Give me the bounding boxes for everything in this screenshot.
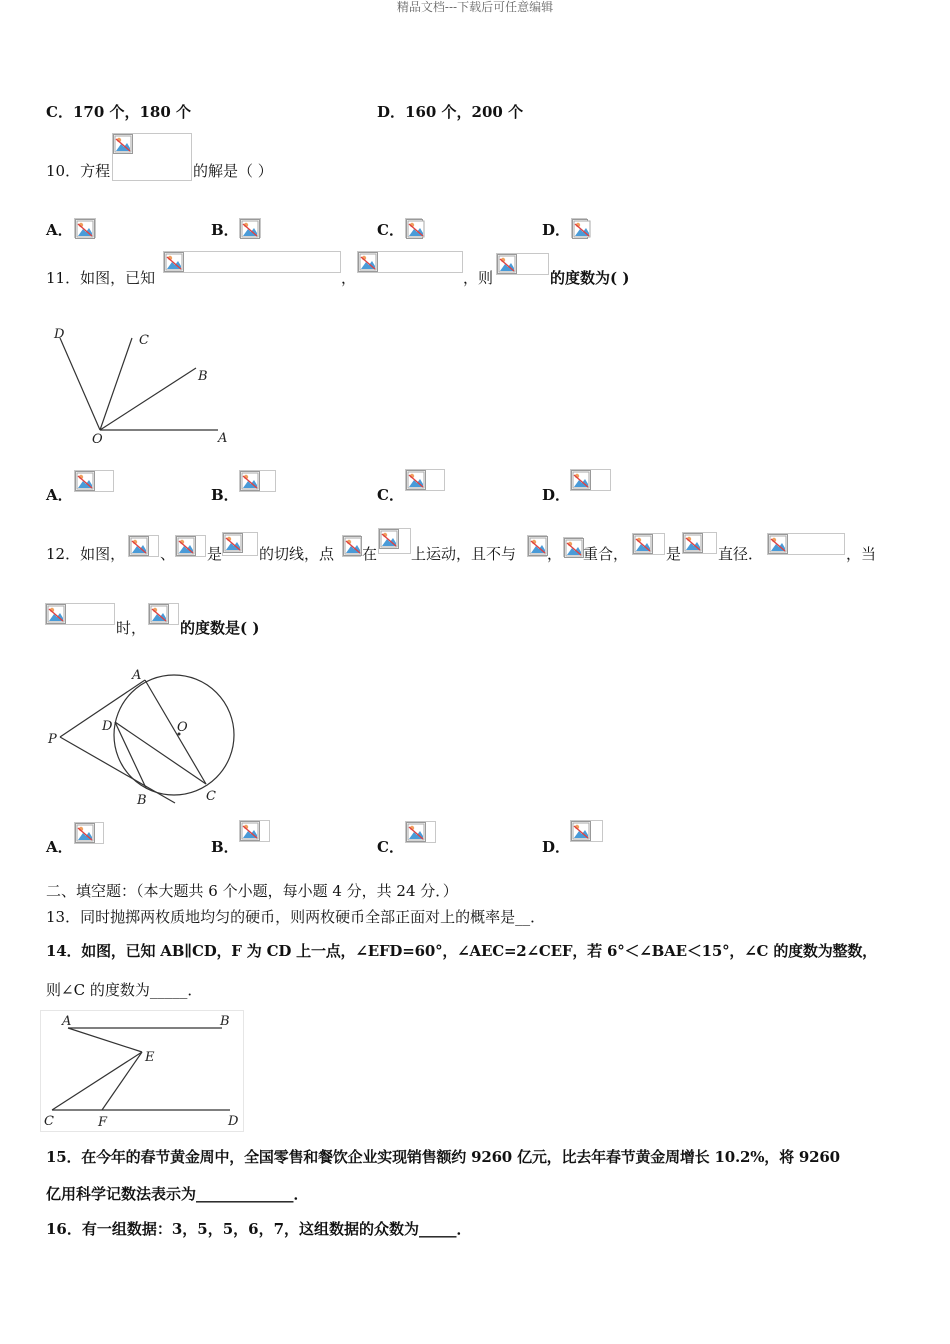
q10-suffix: 的解是（ ） [193,162,273,180]
q12-image-circle-3 [682,532,717,554]
q10-option-d: D． [542,221,571,239]
q12-image-angle [148,603,179,625]
ray-oc [100,338,132,430]
q13-text: 13．同时抛掷两枚质地均匀的硬币，则两枚硬币全部正面对上的概率是__． [46,908,546,926]
label-f: F [98,1115,108,1130]
q14-line-2: 则∠C 的度数为_____． [46,981,203,999]
q15-line-2: 亿用科学记数法表示为_____________． [46,1185,309,1203]
q12-image-pa [128,535,159,557]
q11-option-b-image [239,470,276,492]
broken-image-icon [497,254,517,274]
q11-option-c: C． [377,486,404,504]
q12-option-a: A． [46,838,73,856]
broken-image-icon [149,604,169,624]
q12-image-ac [632,533,665,555]
chord-ac [145,680,206,784]
broken-image-icon [633,534,653,554]
broken-image-icon [240,471,260,491]
q12-image-point-b [563,537,583,557]
q12-text-9: 是 [666,545,682,563]
q11-option-a-image [74,470,114,492]
label-c: C [139,333,149,348]
label-c: C [44,1114,54,1129]
label-e: E [145,1050,155,1065]
tangent-pb [60,737,175,803]
q11-comma-1: ， [341,269,357,287]
circle-o [114,675,234,795]
q12-image-pb [175,535,206,557]
page-header-watermark: 精品文档---下载后可任意编辑 [396,0,554,14]
q12-text-10: 直径． [718,545,764,563]
label-b: B [137,793,147,808]
q10-option-b-image [239,218,261,238]
q12-image-point-a [527,535,547,557]
label-a: A [62,1014,72,1029]
broken-image-icon [343,536,362,556]
q10-option-a-image [74,218,96,238]
q11-option-b: B． [211,486,239,504]
broken-image-icon [75,471,95,491]
q12-image-point-c [342,535,361,557]
q12-text-2: 、 [160,545,176,563]
broken-image-icon [75,823,95,843]
q11-given-image-2 [357,251,463,273]
broken-image-icon [223,533,243,553]
q11-option-d-image [570,469,611,491]
q10-equation-image [112,133,192,181]
q11-given-image-1 [163,251,341,273]
q14-parallel-figure [40,1010,245,1132]
label-d: D [102,719,113,734]
q12-text-11: ，当 [846,545,877,563]
q12-text-6: 上运动，且不与 [411,545,517,563]
ray-od [60,338,100,430]
broken-image-icon [564,538,584,558]
q15-line-1: 15．在今年的春节黄金周中，全国零售和餐饮企业实现销售额约 9260 亿元，比去年春节黄金周增长 10.2%，将 9260 [46,1148,840,1166]
q12-text-13: 的度数是( ) [180,619,260,637]
q10-option-a: A． [46,221,73,239]
q11-option-d: D． [542,486,571,504]
section-2-title: 二、填空题：（本大题共 6 个小题，每小题 4 分，共 24 分．） [46,882,458,900]
segment-ec [52,1052,142,1110]
segment-ae [68,1028,142,1052]
q10-option-b: B． [211,221,239,239]
q12-option-d: D． [542,838,571,856]
q12-text-7: ， [547,545,563,563]
q12-text-3: 是 [207,545,223,563]
q11-prefix: 11．如图，已知 [46,269,156,287]
broken-image-icon [113,134,133,154]
q9-option-c: C．170 个，180 个 [46,103,192,121]
broken-image-icon [240,821,260,841]
broken-image-icon [46,604,66,624]
broken-image-icon [528,536,548,556]
label-d: D [54,327,65,342]
broken-image-icon [406,219,423,239]
broken-image-icon [406,822,426,842]
q12-image-condition [767,533,845,555]
label-c: C [206,789,216,804]
q12-image-circle [222,532,258,556]
q12-option-b-image [239,820,270,842]
q12-image-condition-2 [45,603,115,625]
broken-image-icon [571,821,591,841]
q12-option-d-image [570,820,603,842]
q12-option-c: C． [377,838,404,856]
q12-text-4: 的切线，点 [259,545,335,563]
q11-comma-2: ，则 [463,269,494,287]
q12-text-5: 在 [362,545,378,563]
broken-image-icon [358,252,378,272]
ray-ob [100,368,196,430]
q16-text: 16．有一组数据：3，5，5，6，7，这组数据的众数为_____． [46,1220,472,1238]
q12-image-circle-2 [378,528,411,554]
broken-image-icon [240,219,260,239]
q11-suffix: 的度数为( ) [550,269,630,287]
broken-image-icon [164,252,184,272]
q10-option-c: C． [377,221,404,239]
label-a: A [218,431,228,446]
q14-line-1: 14．如图，已知 AB∥CD，F 为 CD 上一点，∠EFD=60°，∠AEC=2∠CEF，若 6°＜∠BAE＜15°，∠C 的度数为整数， [46,942,877,960]
broken-image-icon [129,536,149,556]
label-o: O [92,432,103,447]
label-o: O [177,720,188,735]
q11-angle-image [496,253,549,275]
q12-text-8: 重合， [583,545,629,563]
broken-image-icon [176,536,196,556]
q10-option-c-image [405,218,422,238]
q10-prefix: 10．方程 [46,162,111,180]
label-d: D [228,1114,239,1129]
broken-image-icon [571,470,591,490]
q11-option-c-image [405,469,445,491]
q11-angle-figure [46,322,246,447]
broken-image-icon [75,219,95,239]
q9-option-d: D．160 个，200 个 [377,103,524,121]
q12-option-a-image [74,822,104,844]
broken-image-icon [768,534,788,554]
q12-option-c-image [405,821,436,843]
q12-option-b: B． [211,838,239,856]
q12-text-12: 时， [116,619,147,637]
q11-option-a: A． [46,486,73,504]
label-b: B [220,1014,230,1029]
broken-image-icon [572,219,588,239]
q12-circle-figure [40,660,245,810]
broken-image-icon [406,470,426,490]
q12-text-1: 12．如图， [46,545,126,563]
label-p: P [48,732,57,747]
q10-option-d-image [571,218,587,238]
segment-ef [102,1052,142,1110]
label-a: A [132,668,142,683]
label-b: B [198,369,208,384]
broken-image-icon [683,533,703,553]
broken-image-icon [379,529,399,549]
